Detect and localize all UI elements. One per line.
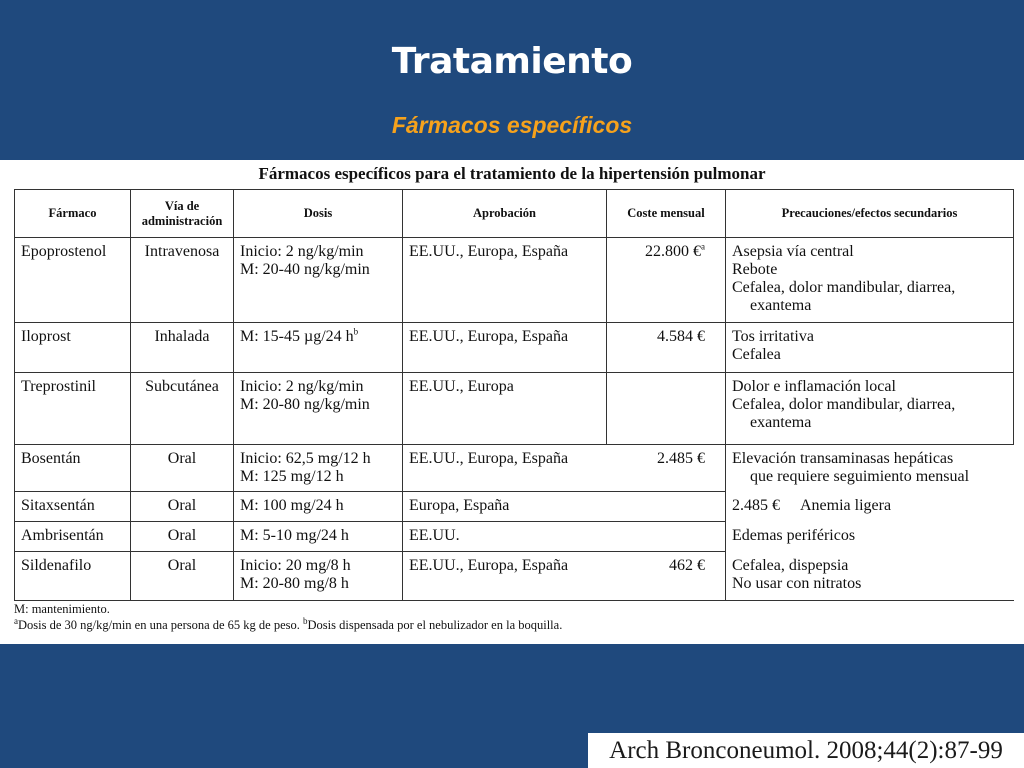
- side-effects: Asepsia vía central Rebote Cefalea, dolor mandibular, diarrea, exantema: [726, 238, 1014, 323]
- table-row: [15, 522, 1014, 552]
- drug-name: Bosentán: [15, 445, 131, 492]
- drug-name: Ambrisentán: [15, 522, 131, 552]
- route: Oral: [131, 492, 234, 522]
- route: Oral: [131, 445, 234, 492]
- column-header: Fármaco: [15, 190, 131, 238]
- approval: EE.UU., Europa, España: [403, 323, 607, 373]
- route: Inhalada: [131, 323, 234, 373]
- monthly-cost: [607, 492, 726, 522]
- citation: Arch Bronconeumol. 2008;44(2):87-99: [588, 733, 1024, 768]
- monthly-cost: 2.485 €: [607, 445, 726, 492]
- side-effects: Cefalea, dispepsia No usar con nitratos: [726, 552, 1014, 601]
- approval: EE.UU.: [403, 522, 607, 552]
- side-effects: Elevación transaminasas hepáticas que requiere seguimiento mensual: [726, 445, 1014, 492]
- approval: EE.UU., Europa, España: [403, 552, 607, 601]
- approval: EE.UU., Europa, España: [403, 238, 607, 323]
- footnote-maintenance: M: mantenimiento.: [14, 602, 110, 616]
- table-footnotes: [14, 601, 562, 633]
- table-row: [15, 373, 1014, 445]
- dose: Inicio: 62,5 mg/12 h M: 125 mg/12 h: [234, 445, 403, 492]
- approval: Europa, España: [403, 492, 607, 522]
- dose: Inicio: 20 mg/8 h M: 20-80 mg/8 h: [234, 552, 403, 601]
- table-header-row: [15, 190, 1014, 238]
- route: Subcutánea: [131, 373, 234, 445]
- table-row: [15, 238, 1014, 323]
- column-header: Precauciones/efectos secundarios: [726, 190, 1014, 238]
- route: Oral: [131, 552, 234, 601]
- dose: M: 100 mg/24 h: [234, 492, 403, 522]
- monthly-cost: 4.584 €: [607, 323, 726, 373]
- monthly-cost: 22.800 €$^a$: [607, 238, 726, 323]
- column-header: Dosis: [234, 190, 403, 238]
- dose: Inicio: 2 ng/kg/min M: 20-40 ng/kg/min: [234, 238, 403, 323]
- side-effects: Dolor e inflamación local Cefalea, dolor mandibular, diarrea, exantema: [726, 373, 1014, 445]
- dose: M: 15-45 µg/24 $h^b$: [234, 323, 403, 373]
- footnote-ab: $^a$Dosis de 30 ng/kg/min en una persona de 65 kg de peso. $^b$Dosis dispensada por el nebulizador en la boquilla.: [14, 615, 563, 632]
- dose: M: 5-10 mg/24 h: [234, 522, 403, 552]
- side-effects: Edemas periféricos: [726, 522, 1014, 552]
- table-row: [15, 552, 1014, 601]
- table-row: [15, 445, 1014, 492]
- column-header: Vía de administración: [131, 190, 234, 238]
- slide-subtitle: Fármacos específicos: [391, 112, 633, 138]
- drug-table: [14, 189, 1014, 601]
- drug-name: Epoprostenol: [15, 238, 131, 323]
- drug-name: Sitaxsentán: [15, 492, 131, 522]
- dose: Inicio: 2 ng/kg/min M: 20-80 ng/kg/min: [234, 373, 403, 445]
- monthly-cost: 462 €: [607, 552, 726, 601]
- monthly-cost: [607, 522, 726, 552]
- side-effects: Tos irritativa Cefalea: [726, 323, 1014, 373]
- side-effects: 2.485 € Anemia ligera: [726, 492, 1014, 522]
- drug-name: Sildenafilo: [15, 552, 131, 601]
- table-row: [15, 492, 1014, 522]
- approval: EE.UU., Europa: [403, 373, 607, 445]
- column-header: Aprobación: [403, 190, 607, 238]
- drug-name: Iloprost: [15, 323, 131, 373]
- slide-title: Tratamiento: [391, 41, 633, 82]
- drug-name: Treprostinil: [15, 373, 131, 445]
- route: Intravenosa: [131, 238, 234, 323]
- table-row: [15, 323, 1014, 373]
- column-header: Coste mensual: [607, 190, 726, 238]
- table-panel: [0, 160, 1024, 644]
- route: Oral: [131, 522, 234, 552]
- monthly-cost: [607, 373, 726, 445]
- table-heading: Fármacos específicos para el tratamiento de la hipertensión pulmonar: [258, 164, 766, 183]
- approval: EE.UU., Europa, España: [403, 445, 607, 492]
